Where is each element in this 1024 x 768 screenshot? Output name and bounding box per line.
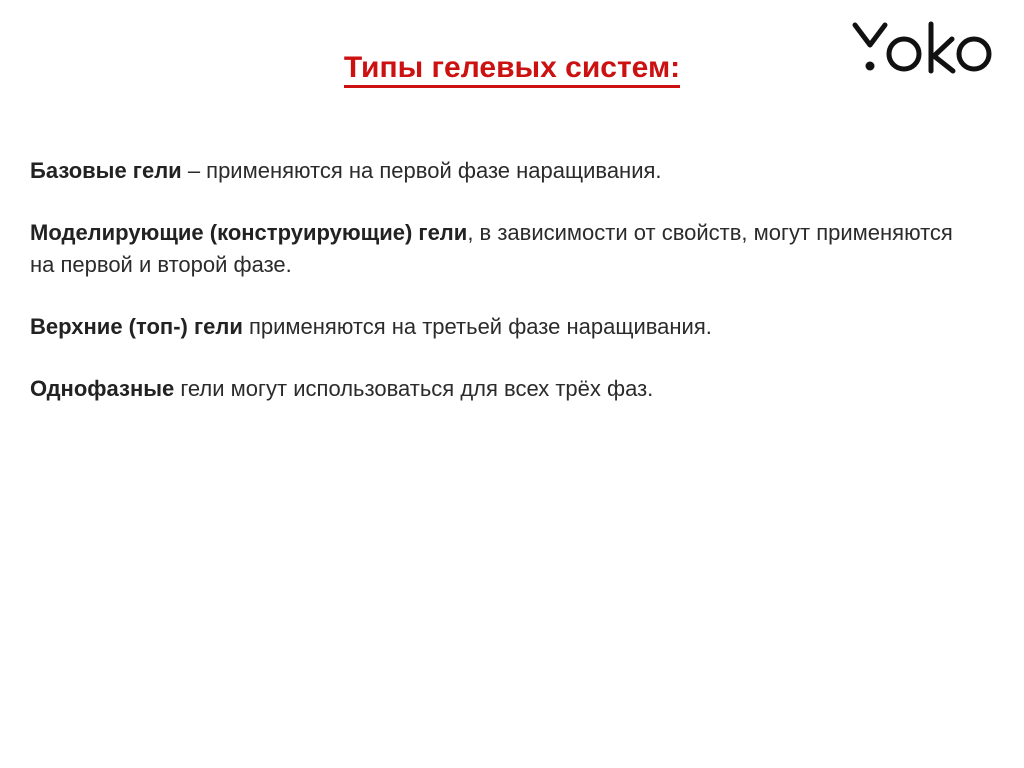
paragraph-text: гели могут использоваться для всех трёх фаз. xyxy=(174,376,654,401)
paragraph-term: Однофазные xyxy=(30,376,175,401)
paragraph-one-phase-gels xyxy=(30,373,970,405)
paragraph-modeling-gels xyxy=(30,217,970,281)
paragraph-term: Верхние (топ-) гели xyxy=(30,314,243,339)
paragraph-top-gels xyxy=(30,311,970,343)
paragraph-text: – применяются на первой фазе наращивания. xyxy=(181,158,662,183)
paragraph-base-gels xyxy=(30,155,970,187)
paragraph-term: Моделирующие (конструирующие) гели xyxy=(30,220,468,245)
page-title xyxy=(0,46,1024,90)
paragraph-term: Базовые гели xyxy=(30,158,182,183)
page-title-text: Типы гелевых систем: xyxy=(344,51,680,88)
paragraph-text: , в зависимости от свойств, могут применяются на первой и второй фазе. xyxy=(30,220,953,277)
content-body xyxy=(30,155,970,435)
paragraph-text: применяются на третьей фазе наращивания. xyxy=(242,314,712,339)
